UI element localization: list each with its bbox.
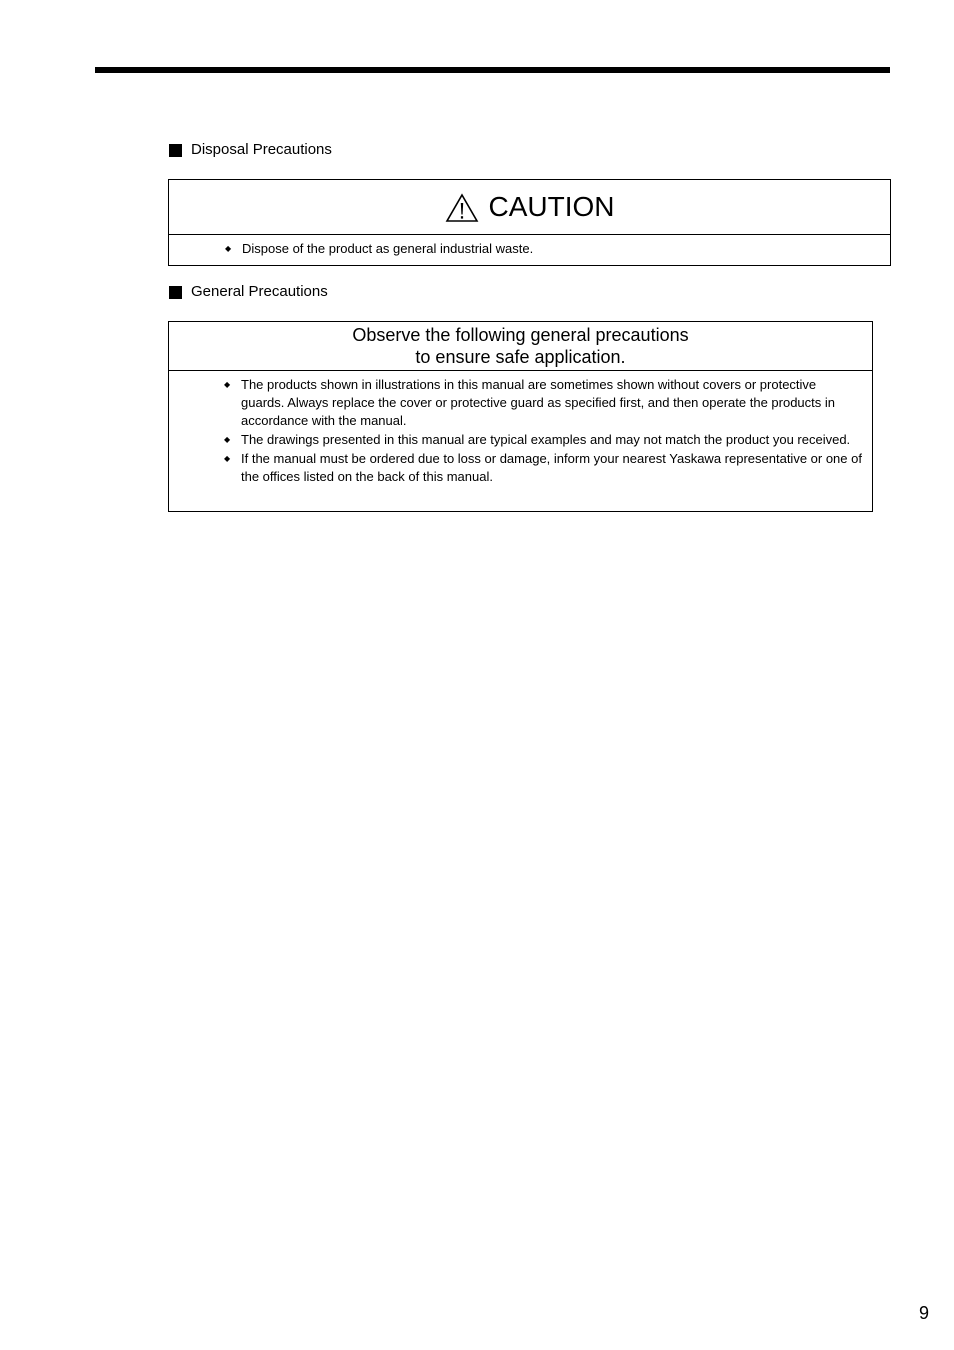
square-bullet-icon [169,286,182,299]
general-box-body [169,371,872,486]
diamond-bullet-icon: ◆ [224,435,231,444]
page-number: 9 [919,1303,930,1323]
caution-title: CAUTION [488,191,615,222]
diamond-bullet-icon: ◆ [224,454,231,463]
disposal-list [169,240,890,258]
caution-header [169,180,890,235]
general-title-line1: Observe the following general precautions [352,325,689,345]
disposal-heading-text: Disposal Precautions [191,141,332,158]
caution-body [169,235,890,265]
diamond-bullet-icon: ◆ [225,244,232,253]
square-bullet-icon [169,144,182,157]
list-item-text: If the manual must be ordered due to loss or damage, inform your nearest Yaskawa representative or one of the offices listed on the back of this manual. [241,451,862,484]
list-item [224,431,862,449]
list-item-text: The products shown in illustrations in this manual are sometimes shown without covers or protective guards. Always replace the cover or protective guard as specified first, and then operate the products in accordance with the manual. [241,377,836,428]
general-heading [169,283,328,301]
diamond-bullet-icon: ◆ [224,380,231,389]
list-item-text: Dispose of the product as general industrial waste. [242,241,534,256]
header-rule [95,67,890,73]
list-item [224,450,862,486]
general-title-line2: to ensure safe application. [415,347,626,367]
list-item [224,376,862,430]
list-item [225,240,890,258]
caution-box [168,179,891,266]
list-item-text: The drawings presented in this manual are typical examples and may not match the product you received. [241,432,851,447]
general-heading-text: General Precautions [191,283,328,300]
general-list [169,376,862,486]
warning-triangle-icon [445,193,479,223]
general-box-title [169,322,872,371]
general-precautions-box [168,321,873,512]
disposal-heading [169,141,332,159]
